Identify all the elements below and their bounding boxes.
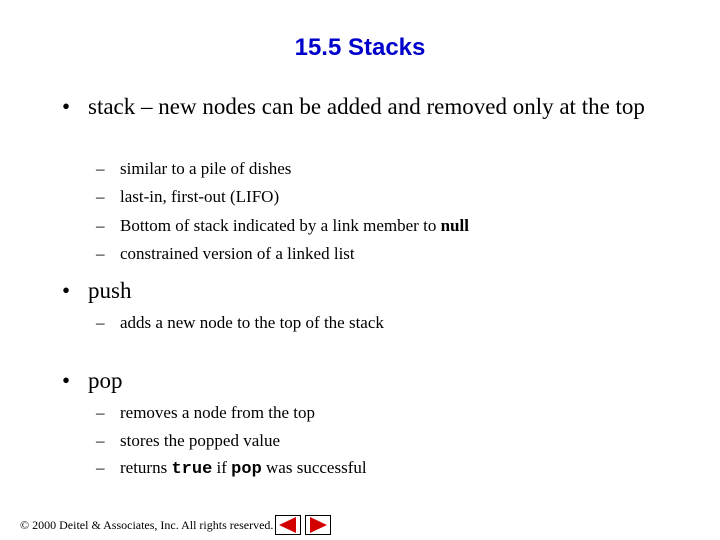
- prev-slide-button[interactable]: [275, 515, 301, 535]
- sub-text: constrained version of a linked list: [120, 244, 355, 263]
- next-slide-button[interactable]: [305, 515, 331, 535]
- sub-text: Bottom of stack indicated by a link member to: [120, 216, 441, 235]
- bullet-pop: [62, 366, 668, 396]
- bullet-push: [62, 276, 668, 306]
- copyright-footer: © 2000 Deitel & Associates, Inc. All rights reserved.: [20, 518, 274, 532]
- sub-text: similar to a pile of dishes: [120, 159, 292, 178]
- sub-marker: –: [96, 159, 105, 178]
- right-arrow-icon: [305, 515, 331, 535]
- bullet-marker: •: [62, 368, 71, 393]
- sub-text: if: [212, 458, 232, 477]
- sub-text: stores the popped value: [120, 431, 281, 450]
- sub-item: [96, 454, 367, 484]
- sub-marker: –: [96, 458, 105, 477]
- true-keyword: true: [171, 460, 213, 479]
- sub-marker: –: [96, 431, 105, 450]
- sub-item: [96, 183, 279, 211]
- bullet-marker: •: [62, 278, 71, 303]
- sub-marker: –: [96, 313, 105, 332]
- sub-text: was successful: [261, 458, 367, 477]
- sub-marker: –: [96, 244, 105, 263]
- sub-item: [96, 212, 469, 240]
- sub-item: [96, 399, 315, 427]
- slide-title: 15.5 Stacks: [294, 34, 426, 61]
- null-keyword: null: [440, 216, 469, 235]
- sub-item: [96, 240, 355, 268]
- sub-marker: –: [96, 216, 105, 235]
- bullet-text: stack – new nodes can be added and removed only at the top: [88, 94, 645, 119]
- bullet-text: push: [88, 278, 132, 303]
- sub-item: [96, 155, 291, 183]
- left-arrow-icon: [275, 515, 301, 535]
- sub-text: returns: [120, 458, 172, 477]
- sub-item: [96, 309, 384, 337]
- bullet-text: pop: [88, 368, 123, 393]
- bullet-marker: •: [62, 94, 71, 119]
- bullet-stack: [62, 92, 668, 122]
- sub-text: adds a new node to the top of the stack: [120, 313, 384, 332]
- pop-keyword: pop: [231, 460, 262, 479]
- sub-item: [96, 427, 280, 455]
- sub-marker: –: [96, 403, 105, 422]
- sub-text: removes a node from the top: [120, 403, 315, 422]
- sub-text: last-in, first-out (LIFO): [120, 187, 280, 206]
- sub-marker: –: [96, 187, 105, 206]
